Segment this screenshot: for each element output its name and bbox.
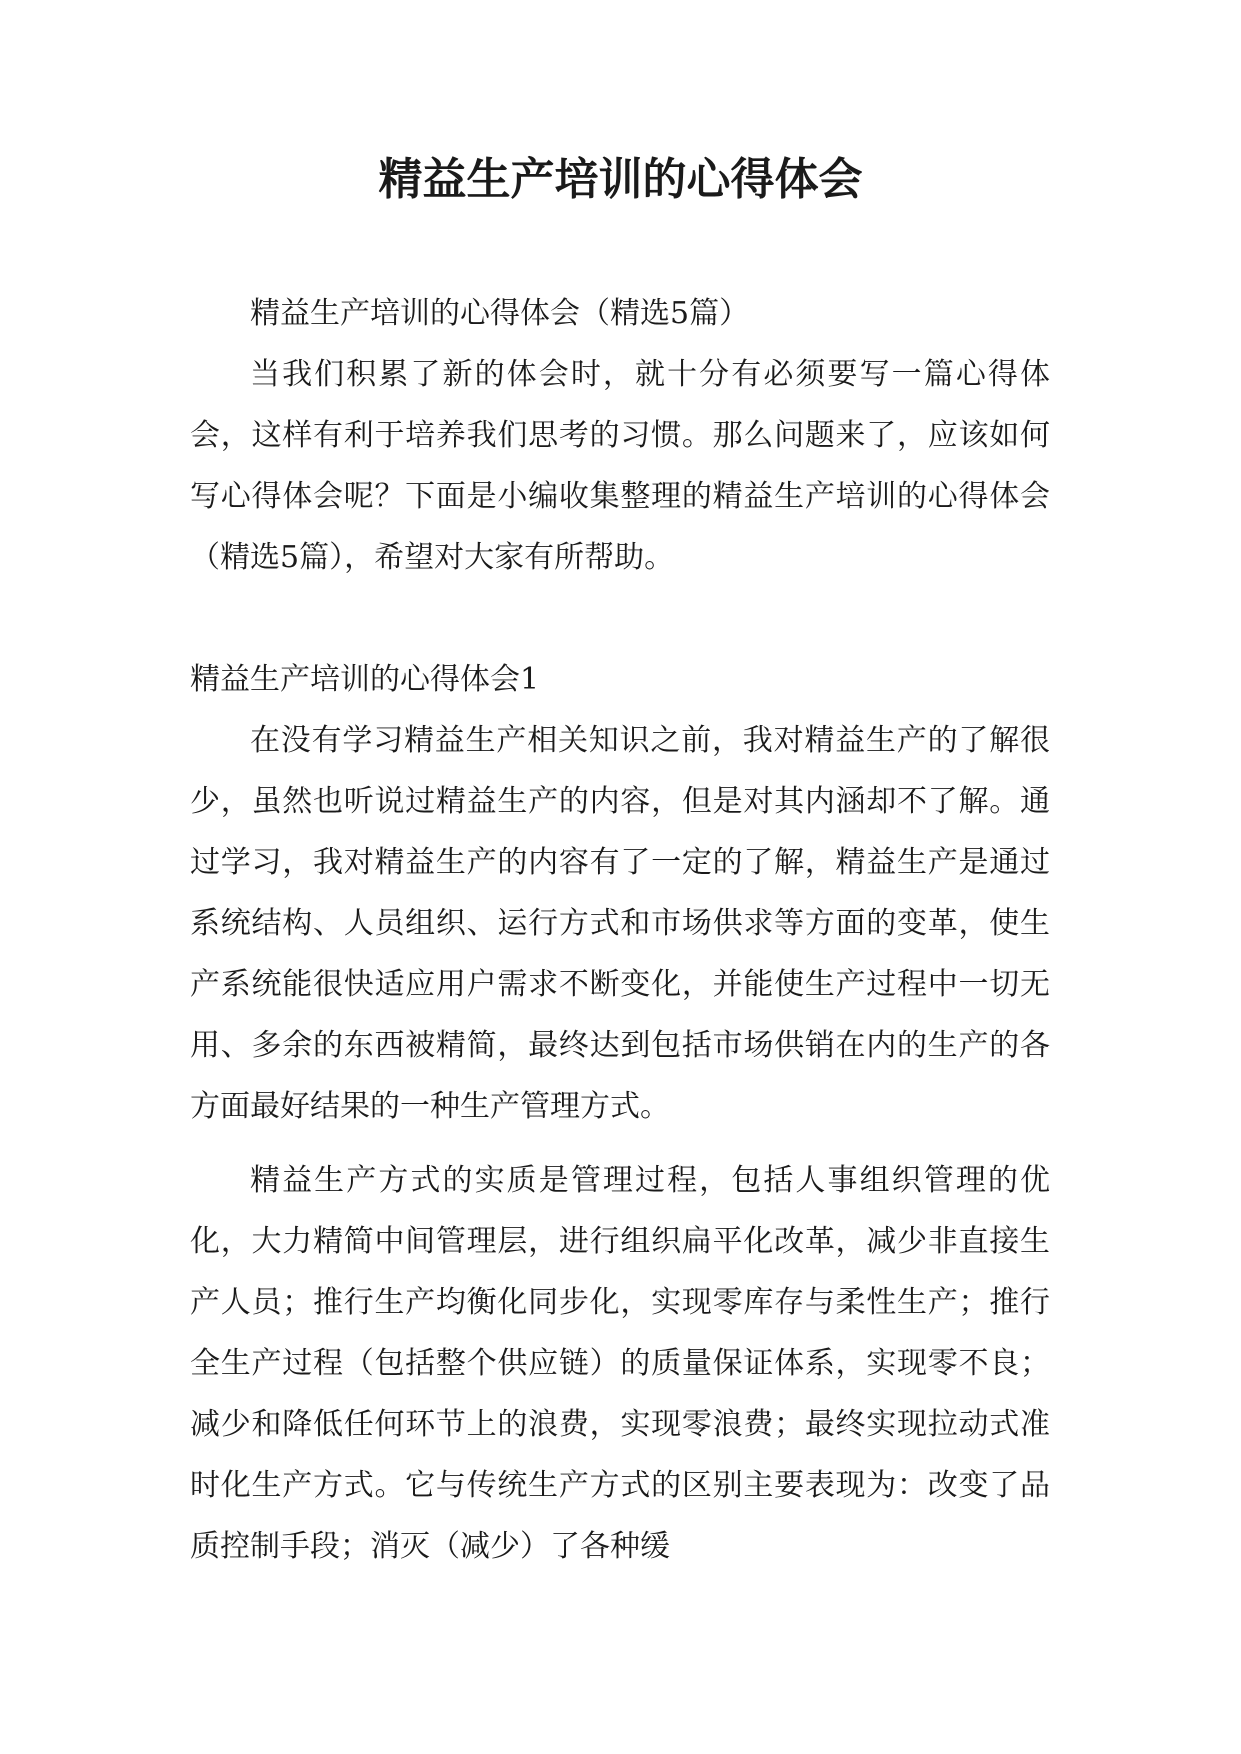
section-spacer <box>190 588 1050 649</box>
body-paragraph: 在没有学习精益生产相关知识之前，我对精益生产的了解很少，虽然也听说过精益生产的内容，但是对其内涵却不了解。通过学习，我对精益生产的内容有了一定的了解，精益生产是通过系统结构、人员组织、运行方式和市场供求等方面的变革，使生产系统能很快适应用户需求不断变化，并能使生产过程中一切无用、多余的东西被精简，最终达到包括市场供销在内的生产的各方面最好结果的一种生产管理方式。 <box>190 723 1050 1124</box>
subtitle-paragraph: 精益生产培训的心得体会（精选5篇） <box>250 296 750 331</box>
page-title: 精益生产培训的心得体会 <box>378 154 863 205</box>
intro-paragraph: 当我们积累了新的体会时，就十分有必须要写一篇心得体会，这样有利于培养我们思考的习惯。那么问题来了，应该如何写心得体会呢？下面是小编收集整理的精益生产培训的心得体会（精选5篇），希望对大家有所帮助。 <box>190 357 1050 575</box>
document-body <box>190 283 1050 1577</box>
body-paragraph: 精益生产方式的实质是管理过程，包括人事组织管理的优化，大力精简中间管理层，进行组织扁平化改革，减少非直接生产人员；推行生产均衡化同步化，实现零库存与柔性生产；推行全生产过程（包括整个供应链）的质量保证体系，实现零不良；减少和降低任何环节上的浪费，实现零浪费；最终实现拉动式准时化生产方式。它与传统生产方式的区别主要表现为：改变了品质控制手段；消灭（减少）了各种缓 <box>190 1163 1050 1564</box>
section-heading: 精益生产培训的心得体会1 <box>190 662 540 697</box>
